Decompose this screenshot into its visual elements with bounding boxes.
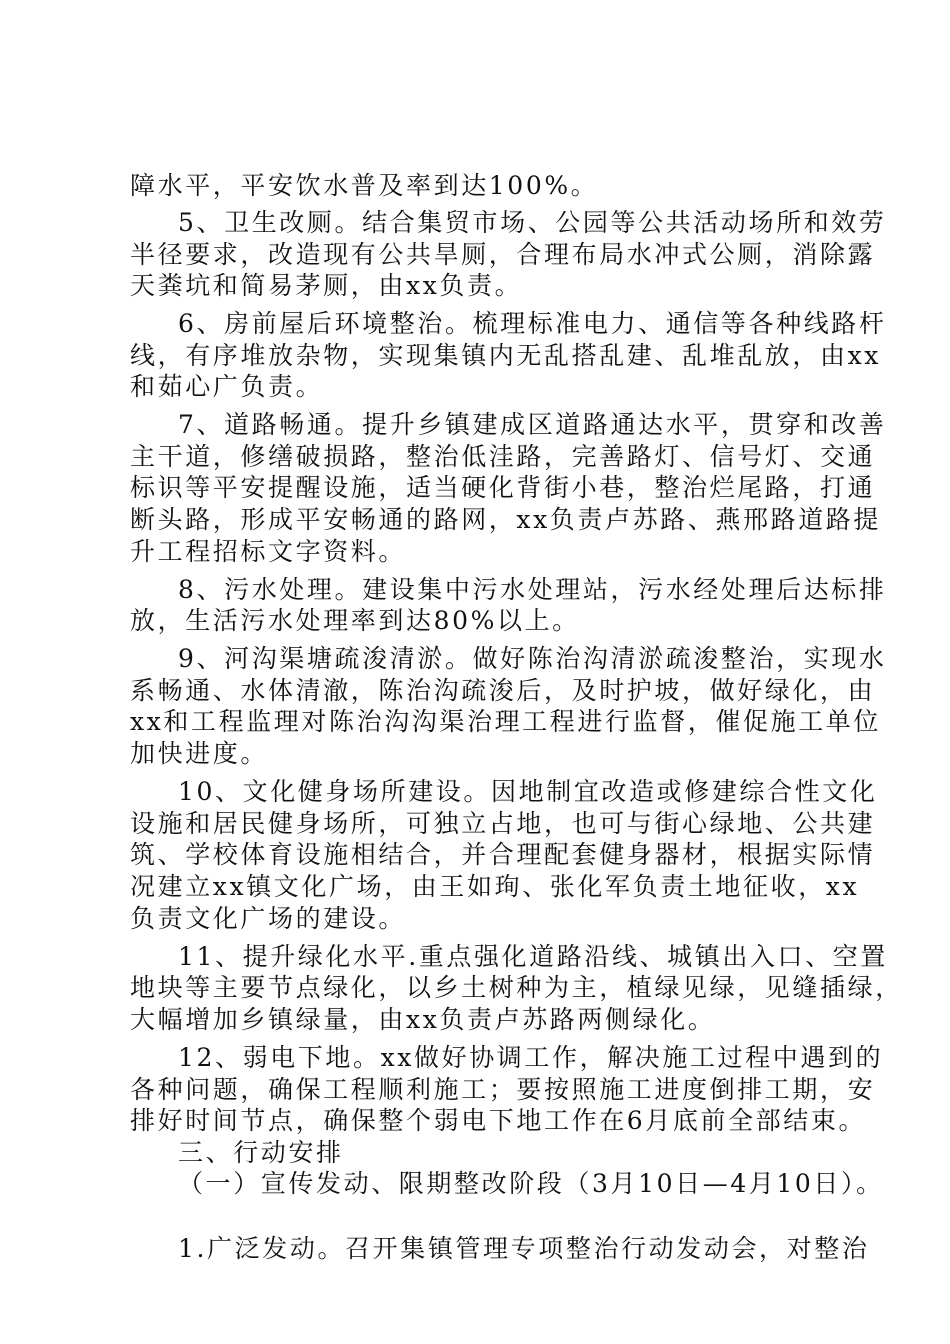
text-line: 况建立xx镇文化广场，由王如珣、张化军负责土地征收，xx bbox=[130, 872, 860, 901]
text-line: 9、河沟渠塘疏浚清淤。做好陈治沟清淤疏浚整治，实现水 bbox=[178, 644, 887, 673]
section-heading: 三、行动安排 bbox=[178, 1138, 344, 1167]
text-line: 12、弱电下地。xx做好协调工作，解决施工过程中遇到的 bbox=[178, 1043, 884, 1072]
text-line: 加快进度。 bbox=[130, 739, 269, 768]
text-line: 系畅通、水体清澈，陈治沟疏浚后，及时护坡，做好绿化，由 bbox=[130, 676, 876, 705]
text-line: 和茹心广负责。 bbox=[130, 372, 324, 401]
text-line: 筑、学校体育设施相结合，并合理配套健身器材，根据实际情 bbox=[130, 840, 876, 869]
text-line: 主干道，修缮破损路，整治低洼路，完善路灯、信号灯、交通 bbox=[130, 442, 876, 471]
text-line: xx和工程监理对陈治沟沟渠治理工程进行监督，催促施工单位 bbox=[130, 707, 882, 736]
text-line: 1.广泛发动。召开集镇管理专项整治行动发动会，对整治 bbox=[178, 1234, 870, 1263]
text-line: 地块等主要节点绿化，以乡土树种为主，植绿见绿，见缝插绿， bbox=[130, 973, 903, 1002]
text-line: 6、房前屋后环境整治。梳理标准电力、通信等各种线路杆 bbox=[178, 309, 887, 338]
text-line: 半径要求，改造现有公共旱厕，合理布局水冲式公厕，消除露 bbox=[130, 240, 876, 269]
text-line: 8、污水处理。建设集中污水处理站，污水经处理后达标排 bbox=[178, 575, 887, 604]
text-line: 大幅增加乡镇绿量，由xx负责卢苏路两侧绿化。 bbox=[130, 1005, 716, 1034]
text-line: 升工程招标文字资料。 bbox=[130, 537, 407, 566]
text-line: 10、文化健身场所建设。因地制宜改造或修建综合性文化 bbox=[178, 777, 878, 806]
text-line: 线，有序堆放杂物，实现集镇内无乱搭乱建、乱堆乱放，由xx bbox=[130, 341, 882, 370]
text-line: 负责文化广场的建设。 bbox=[130, 904, 407, 933]
text-line: 排好时间节点，确保整个弱电下地工作在6月底前全部结束。 bbox=[130, 1106, 867, 1135]
text-line: 5、卫生改厕。结合集贸市场、公园等公共活动场所和效劳 bbox=[178, 208, 887, 237]
subsection-heading: （一）宣传发动、限期整改阶段（3月10日—4月10日）。 bbox=[178, 1169, 884, 1198]
text-line: 障水平，平安饮水普及率到达100%。 bbox=[130, 171, 599, 200]
text-line: 各种问题，确保工程顺利施工；要按照施工进度倒排工期，安 bbox=[130, 1075, 876, 1104]
text-line: 断头路，形成平安畅通的路网，xx负责卢苏路、燕邢路道路提 bbox=[130, 505, 882, 534]
text-line: 设施和居民健身场所，可独立占地，也可与街心绿地、公共建 bbox=[130, 809, 876, 838]
text-line: 11、提升绿化水平.重点强化道路沿线、城镇出入口、空置 bbox=[178, 942, 888, 971]
text-line: 天粪坑和简易茅厕，由xx负责。 bbox=[130, 271, 523, 300]
text-line: 标识等平安提醒设施，适当硬化背街小巷，整治烂尾路，打通 bbox=[130, 473, 876, 502]
text-line: 7、道路畅通。提升乡镇建成区道路通达水平，贯穿和改善 bbox=[178, 410, 887, 439]
text-line: 放，生活污水处理率到达80%以上。 bbox=[130, 606, 580, 635]
